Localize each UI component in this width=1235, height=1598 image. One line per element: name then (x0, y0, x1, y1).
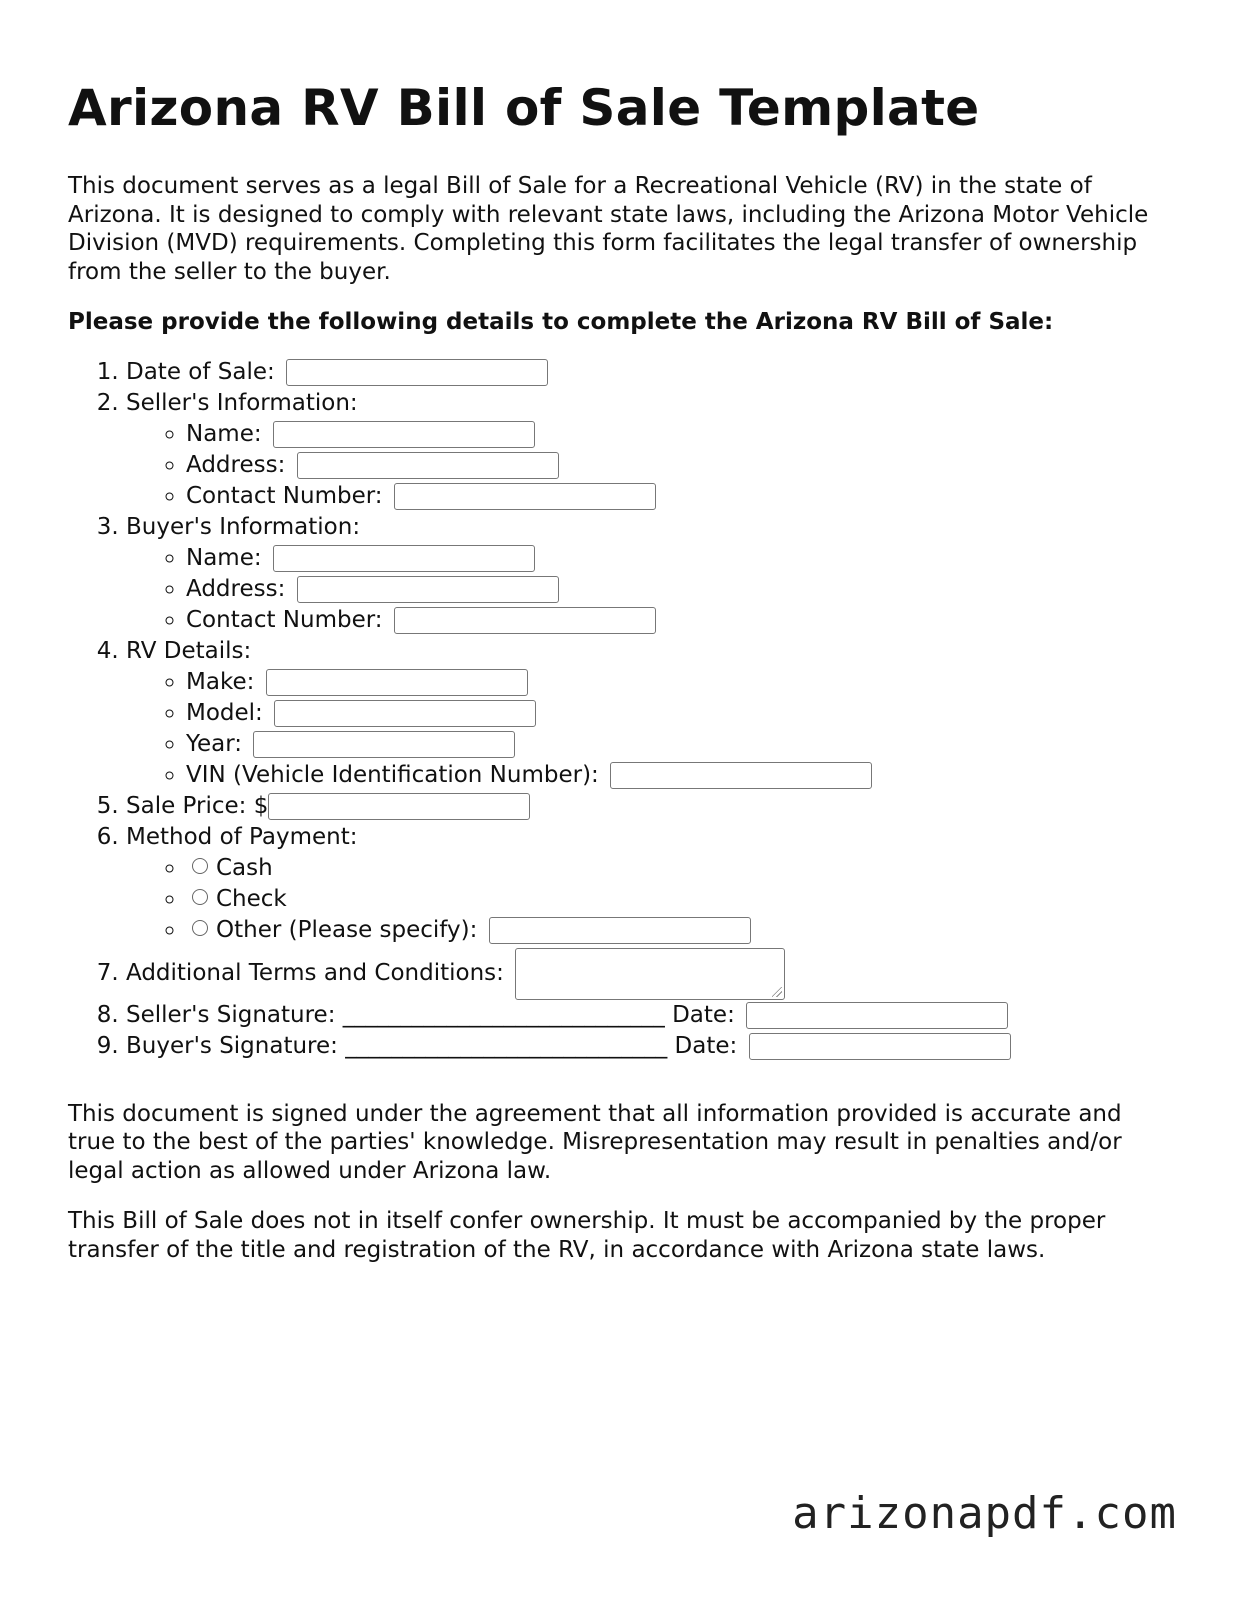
list-item-buyer-info (126, 512, 1168, 636)
seller-name-label: Name: (186, 420, 262, 447)
seller-date-input[interactable] (746, 1002, 1008, 1029)
list-item-rv-details (126, 636, 1168, 791)
payment-options (126, 853, 1168, 946)
seller-name-input[interactable] (273, 421, 535, 448)
additional-terms-label: Additional Terms and Conditions: (126, 959, 504, 986)
rv-model-label: Model: (186, 699, 263, 726)
rv-make-input[interactable] (266, 669, 528, 696)
list-item-method-of-payment (126, 822, 1168, 946)
intro-paragraph: This document serves as a legal Bill of Sale for a Recreational Vehicle (RV) in the state of Arizona. It is designed to comply with relevant state laws, including the Arizona Motor Vehicle Division (MVD) requirements. Completing this form facilitates the legal transfer of ownership from the seller to the buyer. (68, 173, 1149, 285)
date-of-sale-input[interactable] (286, 359, 548, 386)
rv-make-item (186, 667, 1168, 698)
buyer-contact-item (186, 605, 1168, 636)
seller-signature-line: ____________________________ (342, 1001, 665, 1028)
document-page (68, 78, 1168, 1264)
rv-vin-input[interactable] (610, 762, 872, 789)
rv-model-item (186, 698, 1168, 729)
seller-address-input[interactable] (297, 452, 559, 479)
sale-price-label: Sale Price: $ (126, 792, 269, 819)
list-item-additional-terms (126, 946, 1168, 1000)
form-list (68, 357, 1168, 1062)
seller-fields (126, 419, 1168, 512)
other-specify-input[interactable] (489, 917, 751, 944)
payment-option-other (186, 915, 1168, 946)
buyer-address-label: Address: (186, 575, 286, 602)
payment-option-cash (186, 853, 1168, 884)
buyer-name-input[interactable] (273, 545, 535, 572)
rv-vin-item (186, 760, 1168, 791)
buyer-address-item (186, 574, 1168, 605)
closing-paragraph-1: This document is signed under the agreement that all information provided is accurate and true to the best of the parties' knowledge. Misrepresentation may result in penalties and/or legal action as allowed under Arizona law. (68, 1100, 1122, 1184)
list-item-buyer-signature (126, 1031, 1168, 1062)
buyer-name-item (186, 543, 1168, 574)
rv-year-item (186, 729, 1168, 760)
list-item-sale-price (126, 791, 1168, 822)
cash-radio[interactable] (192, 858, 208, 874)
buyer-info-label: Buyer's Information: (126, 513, 361, 540)
seller-contact-item (186, 481, 1168, 512)
list-item-seller-info (126, 388, 1168, 512)
seller-contact-input[interactable] (394, 483, 656, 510)
watermark-text: arizonapdf.com (792, 1488, 1177, 1539)
resize-grip-icon[interactable] (772, 987, 782, 997)
additional-terms-textarea[interactable] (515, 948, 785, 1000)
rv-year-input[interactable] (253, 731, 515, 758)
closing-paragraph-2: This Bill of Sale does not in itself confer ownership. It must be accompanied by the proper transfer of the title and registration of the RV, in accordance with Arizona state laws. (68, 1208, 1106, 1263)
date-of-sale-label: Date of Sale: (126, 358, 275, 385)
instructions-heading: Please provide the following details to complete the Arizona RV Bill of Sale: (68, 309, 1054, 335)
seller-info-label: Seller's Information: (126, 389, 358, 416)
buyer-contact-label: Contact Number: (186, 606, 383, 633)
seller-signature-label: Seller's Signature: (126, 1001, 343, 1028)
check-radio[interactable] (192, 889, 208, 905)
seller-address-item (186, 450, 1168, 481)
page-title: Arizona RV Bill of Sale Template (68, 79, 980, 137)
cash-label: Cash (216, 854, 273, 881)
buyer-signature-label: Buyer's Signature: (126, 1032, 346, 1059)
rv-details-label: RV Details: (126, 637, 252, 664)
sale-price-input[interactable] (268, 793, 530, 820)
buyer-fields (126, 543, 1168, 636)
buyer-signature-line: ____________________________ (345, 1032, 668, 1059)
list-item-date-of-sale (126, 357, 1168, 388)
seller-contact-label: Contact Number: (186, 482, 383, 509)
other-radio[interactable] (192, 920, 208, 936)
seller-address-label: Address: (186, 451, 286, 478)
list-item-seller-signature (126, 1000, 1168, 1031)
rv-fields (126, 667, 1168, 791)
check-label: Check (216, 885, 287, 912)
payment-option-check (186, 884, 1168, 915)
buyer-date-label: Date: (674, 1032, 738, 1059)
rv-vin-label: VIN (Vehicle Identification Number): (186, 761, 599, 788)
rv-model-input[interactable] (274, 700, 536, 727)
method-of-payment-label: Method of Payment: (126, 823, 358, 850)
rv-make-label: Make: (186, 668, 255, 695)
buyer-contact-input[interactable] (394, 607, 656, 634)
buyer-name-label: Name: (186, 544, 262, 571)
buyer-date-input[interactable] (749, 1033, 1011, 1060)
seller-date-label: Date: (672, 1001, 735, 1028)
rv-year-label: Year: (186, 730, 243, 757)
other-label: Other (Please specify): (216, 916, 478, 943)
buyer-address-input[interactable] (297, 576, 559, 603)
seller-name-item (186, 419, 1168, 450)
